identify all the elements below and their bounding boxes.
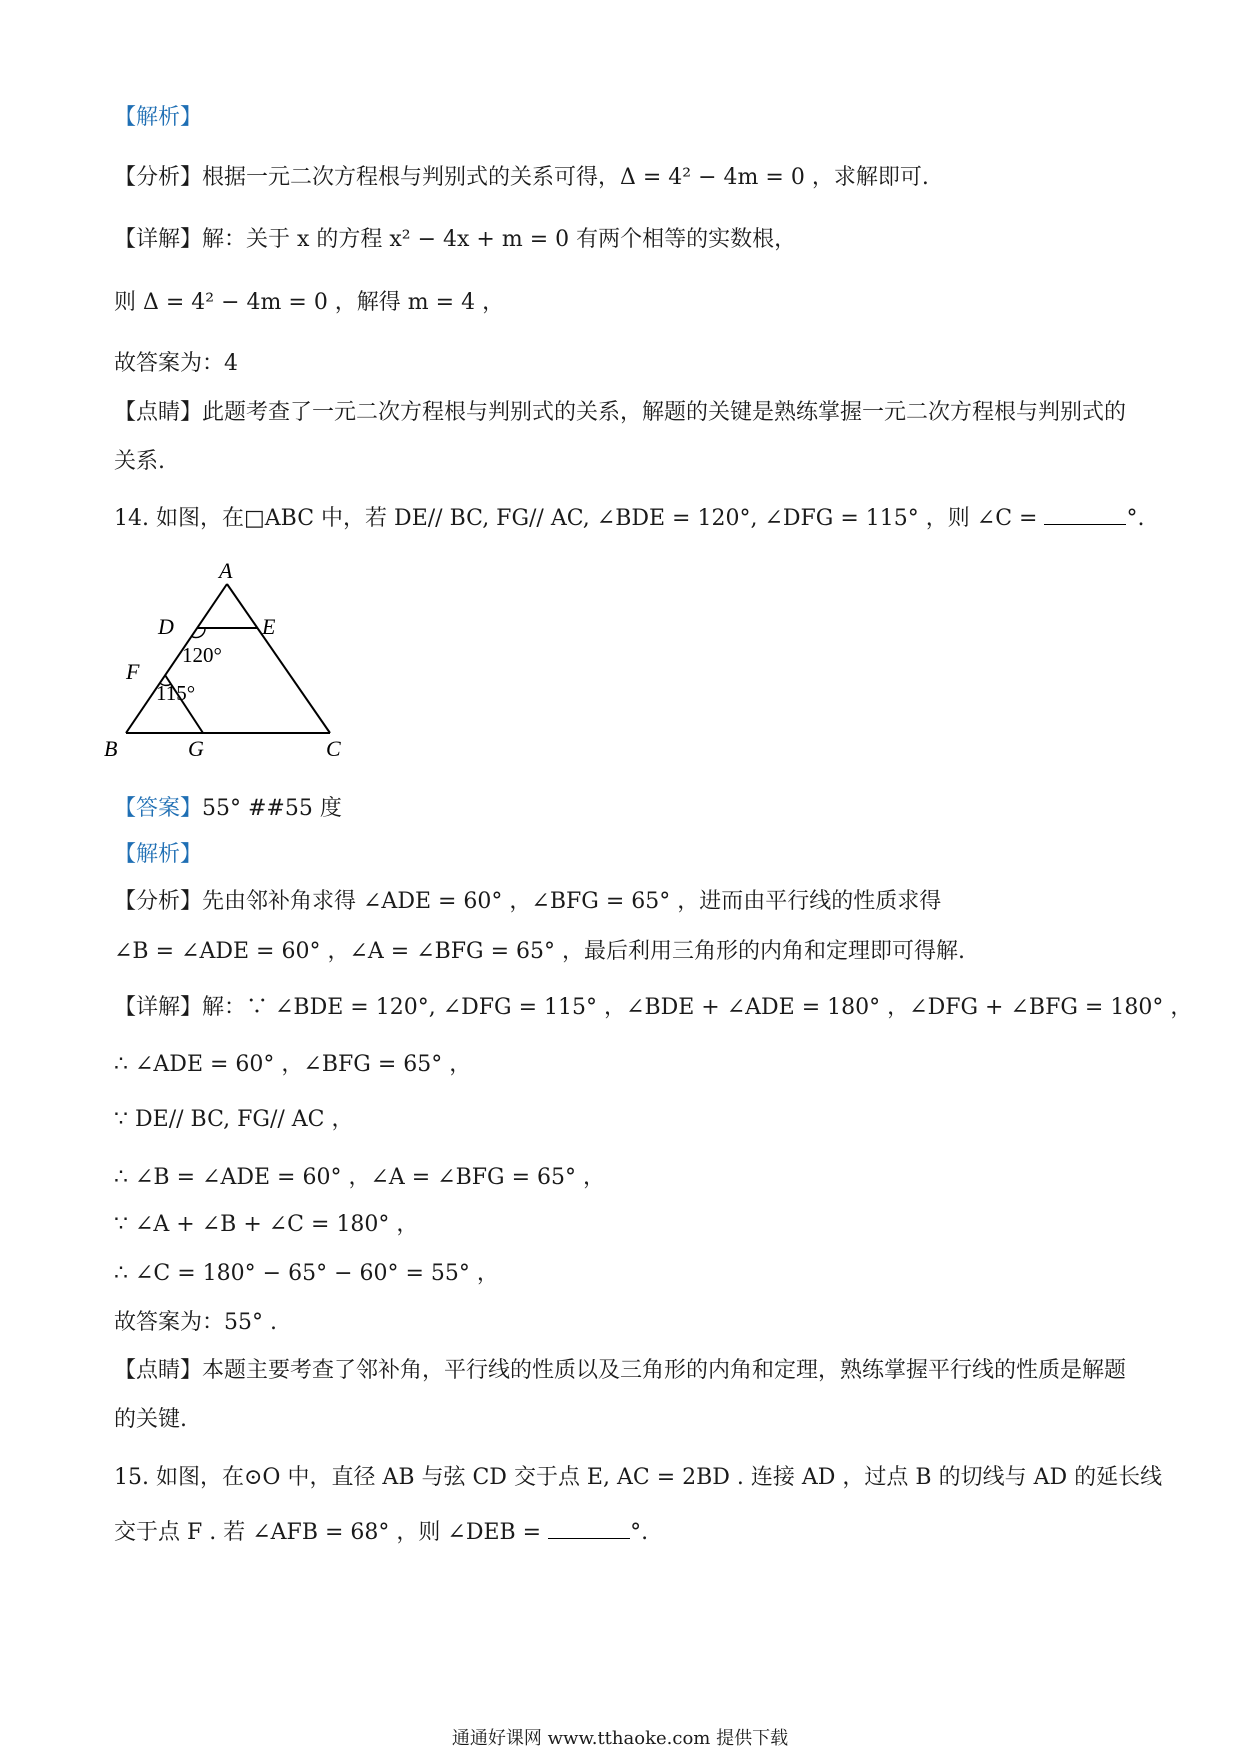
answer-blank-15 <box>548 1518 630 1539</box>
footer-watermark: 通通好课网 www.tthaoke.com 提供下载 <box>451 1728 789 1749</box>
label-d: D <box>158 614 174 639</box>
jiexi-tag-2: 【解析】 <box>114 842 203 867</box>
answer-14-full <box>114 794 342 824</box>
angle-label-120: 120° <box>182 643 222 667</box>
fenxi-2b: ∠B = ∠ADE = 60° ，∠A = ∠BFG = 65° ，最后利用三角形的内角和定理即可得解. <box>114 939 966 964</box>
label-e: E <box>262 614 276 639</box>
step-2: ∵ DE// BC, FG// AC ， <box>114 1107 354 1132</box>
step-1: ∴ ∠ADE = 60° ，∠BFG = 65° ， <box>114 1052 472 1077</box>
side-ac <box>227 584 330 733</box>
triangle-figure <box>104 556 344 771</box>
label-c: C <box>326 736 341 761</box>
question-14-text: 14. 如图，在□ABC 中，若 DE// BC, FG// AC, ∠BDE = 120°, ∠DFG = 115° ，则 ∠C = <box>114 506 1038 531</box>
gudaan-2: 故答案为：55° . <box>114 1310 277 1335</box>
dianjing-2b: 的关键. <box>114 1407 187 1432</box>
dianjing-1a: 【点睛】此题考查了一元二次方程根与判别式的关系，解题的关键是熟练掌握一元二次方程根与判别式的 <box>114 400 1127 425</box>
dianjing-1b: 关系. <box>114 449 165 474</box>
step-3: ∴ ∠B = ∠ADE = 60° ，∠A = ∠BFG = 65° ， <box>114 1165 606 1190</box>
question-14-end: °. <box>1126 506 1145 531</box>
question-15b-text: 交于点 F . 若 ∠AFB = 68° ，则 ∠DEB = <box>114 1520 542 1545</box>
xiangjie-2: 【详解】解：∵ ∠BDE = 120°, ∠DFG = 115° ，∠BDE + ∠ADE = 180° ，∠DFG + ∠BFG = 180° ， <box>114 995 1193 1020</box>
xiangjie-1: 【详解】解：关于 x 的方程 x² − 4x + m = 0 有两个相等的实数根， <box>114 227 797 252</box>
ze-line-1: 则 Δ = 4² − 4m = 0 ，解得 m = 4 ， <box>114 290 505 315</box>
gudaan-1: 故答案为：4 <box>114 351 238 376</box>
question-15-end: °. <box>630 1520 649 1545</box>
question-15b <box>114 1518 648 1548</box>
label-f: F <box>126 659 140 684</box>
fenxi-1: 【分析】根据一元二次方程根与判别式的关系可得，Δ = 4² − 4m = 0 ，求解即可. <box>114 165 929 190</box>
jiexi-heading-1 <box>114 103 202 133</box>
label-b: B <box>104 736 118 761</box>
label-g: G <box>188 736 204 761</box>
step-4: ∵ ∠A + ∠B + ∠C = 180° ， <box>114 1212 419 1237</box>
angle-label-115: 115° <box>156 681 196 705</box>
jiexi-heading-2 <box>114 840 202 870</box>
daan-value: 55° ##55 度 <box>202 796 342 821</box>
step-5: ∴ ∠C = 180° − 65° − 60° = 55° ， <box>114 1261 499 1286</box>
label-a: A <box>219 558 233 583</box>
question-15a: 15. 如图，在⊙O 中，直径 AB 与弦 CD 交于点 E, AC = 2BD . 连接 AD ，过点 B 的切线与 AD 的延长线 <box>114 1465 1163 1490</box>
fenxi-2a: 【分析】先由邻补角求得 ∠ADE = 60° ，∠BFG = 65° ，进而由平行线的性质求得 <box>114 889 942 914</box>
daan-tag-text: 【答案】 <box>114 796 203 821</box>
answer-blank-14 <box>1044 504 1126 525</box>
question-14 <box>114 504 1144 534</box>
jiexi-tag: 【解析】 <box>114 105 203 130</box>
dianjing-2a: 【点睛】本题主要考查了邻补角，平行线的性质以及三角形的内角和定理，熟练掌握平行线的性质是解题 <box>114 1358 1127 1383</box>
